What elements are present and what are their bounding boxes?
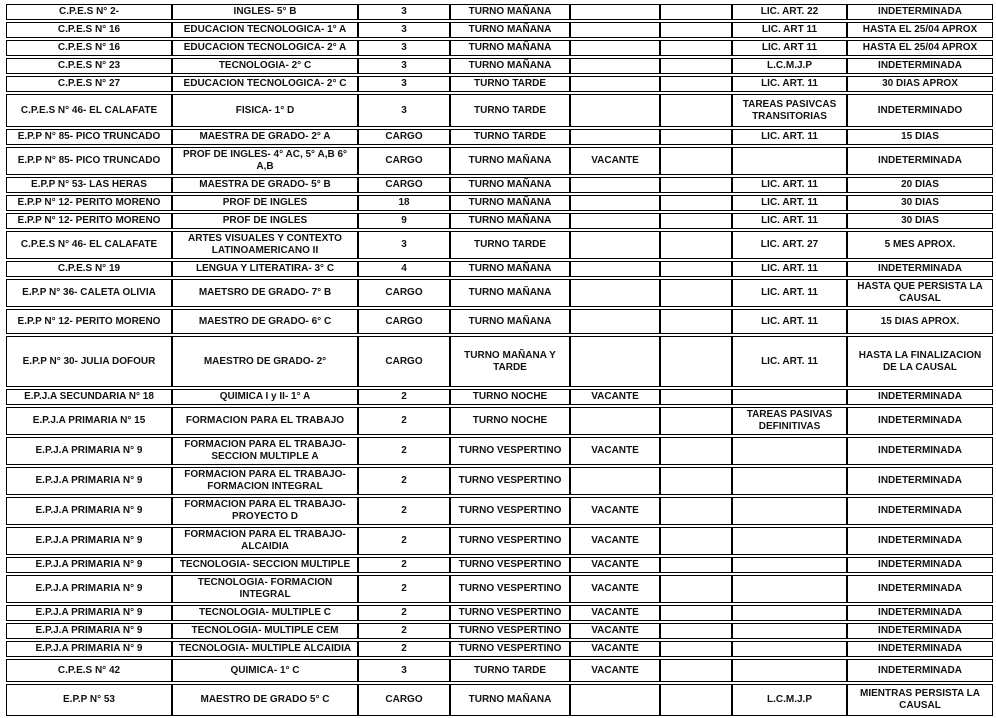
extra-cell [660,4,732,20]
table-row [6,575,993,603]
shift-cell: TURNO MAÑANA [450,279,570,307]
vacancy-cell: VACANTE [570,437,660,465]
hours-cell: 4 [358,261,450,277]
table-row [6,557,993,573]
license-cell [732,557,847,573]
position-cell: FORMACION PARA EL TRABAJO- FORMACION INTEGRAL [172,467,358,495]
extra-cell [660,437,732,465]
shift-cell: TURNO VESPERTINO [450,605,570,621]
duration-cell: INDETERMINADO [847,94,993,127]
duration-cell: INDETERMINADA [847,147,993,175]
duration-cell: 15 DIAS [847,129,993,145]
school-cell: E.P.P N° 12- PERITO MORENO [6,309,172,334]
extra-cell [660,641,732,657]
license-cell: LIC. ART. 27 [732,231,847,259]
license-cell: TAREAS PASIVAS DEFINITIVAS [732,407,847,435]
shift-cell: TURNO VESPERTINO [450,527,570,555]
duration-cell: INDETERMINADA [847,623,993,639]
school-cell: C.P.E.S N° 27 [6,76,172,92]
position-cell: QUIMICA- 1° C [172,659,358,682]
license-cell [732,575,847,603]
license-cell [732,623,847,639]
position-cell: FISICA- 1° D [172,94,358,127]
school-cell: E.P.P N° 85- PICO TRUNCADO [6,147,172,175]
hours-cell: 9 [358,213,450,229]
duration-cell: INDETERMINADA [847,261,993,277]
position-cell: PROF DE INGLES [172,195,358,211]
table-row [6,4,993,20]
license-cell: LIC. ART. 11 [732,213,847,229]
school-cell: E.P.J.A PRIMARIA N° 9 [6,623,172,639]
duration-cell: 20 DIAS [847,177,993,193]
position-cell: EDUCACION TECNOLOGICA- 2° C [172,76,358,92]
hours-cell: CARGO [358,177,450,193]
shift-cell: TURNO VESPERTINO [450,437,570,465]
hours-cell: 3 [358,40,450,56]
table-row [6,527,993,555]
shift-cell: TURNO TARDE [450,659,570,682]
shift-cell: TURNO MAÑANA [450,4,570,20]
school-cell: E.P.P N° 53- LAS HERAS [6,177,172,193]
shift-cell: TURNO MAÑANA [450,309,570,334]
shift-cell: TURNO VESPERTINO [450,623,570,639]
license-cell: LIC. ART 11 [732,22,847,38]
extra-cell [660,684,732,716]
extra-cell [660,389,732,405]
extra-cell [660,177,732,193]
school-cell: E.P.J.A PRIMARIA N° 9 [6,467,172,495]
license-cell: L.C.M.J.P [732,684,847,716]
table-row [6,261,993,277]
extra-cell [660,336,732,387]
table-row [6,231,993,259]
extra-cell [660,527,732,555]
hours-cell: 2 [358,575,450,603]
shift-cell: TURNO MAÑANA [450,22,570,38]
vacancy-cell: VACANTE [570,527,660,555]
extra-cell [660,279,732,307]
shift-cell: TURNO VESPERTINO [450,641,570,657]
duration-cell: INDETERMINADA [847,641,993,657]
vacancy-cell [570,231,660,259]
shift-cell: TURNO MAÑANA [450,147,570,175]
hours-cell: 3 [358,659,450,682]
position-cell: EDUCACION TECNOLOGICA- 1° A [172,22,358,38]
extra-cell [660,22,732,38]
position-cell: MAESTRA DE GRADO- 5° B [172,177,358,193]
license-cell: LIC. ART. 22 [732,4,847,20]
hours-cell: 3 [358,231,450,259]
staffing-table [6,2,993,718]
license-cell: TAREAS PASIVCAS TRANSITORIAS [732,94,847,127]
shift-cell: TURNO MAÑANA [450,177,570,193]
school-cell: E.P.J.A PRIMARIA N° 9 [6,437,172,465]
license-cell: LIC. ART 11 [732,40,847,56]
hours-cell: 2 [358,437,450,465]
vacancy-cell [570,279,660,307]
table-row [6,641,993,657]
extra-cell [660,605,732,621]
school-cell: C.P.E.S N° 42 [6,659,172,682]
table-row [6,497,993,525]
vacancy-cell [570,94,660,127]
table-row [6,177,993,193]
duration-cell: INDETERMINADA [847,437,993,465]
table-row [6,22,993,38]
hours-cell: CARGO [358,336,450,387]
vacancy-cell: VACANTE [570,497,660,525]
table-row [6,213,993,229]
table-row [6,336,993,387]
school-cell: C.P.E.S N° 46- EL CALAFATE [6,94,172,127]
duration-cell: INDETERMINADA [847,4,993,20]
vacancy-cell: VACANTE [570,557,660,573]
position-cell: TECNOLOGIA- MULTIPLE ALCAIDIA [172,641,358,657]
position-cell: TECNOLOGIA- SECCION MULTIPLE [172,557,358,573]
school-cell: E.P.J.A PRIMARIA N° 9 [6,557,172,573]
table-row [6,147,993,175]
vacancy-cell [570,129,660,145]
school-cell: E.P.P N° 36- CALETA OLIVIA [6,279,172,307]
table-row [6,309,993,334]
hours-cell: 2 [358,407,450,435]
vacancy-cell: VACANTE [570,147,660,175]
license-cell: LIC. ART. 11 [732,129,847,145]
hours-cell: 3 [358,94,450,127]
shift-cell: TURNO MAÑANA [450,684,570,716]
license-cell: LIC. ART. 11 [732,309,847,334]
vacancy-cell [570,177,660,193]
position-cell: FORMACION PARA EL TRABAJO- ALCAIDIA [172,527,358,555]
school-cell: E.P.P N° 12- PERITO MORENO [6,213,172,229]
extra-cell [660,94,732,127]
school-cell: C.P.E.S N° 2- [6,4,172,20]
license-cell [732,389,847,405]
vacancy-cell [570,407,660,435]
school-cell: E.P.P N° 30- JULIA DOFOUR [6,336,172,387]
duration-cell: INDETERMINADA [847,527,993,555]
shift-cell: TURNO MAÑANA [450,40,570,56]
shift-cell: TURNO VESPERTINO [450,557,570,573]
position-cell: PROF DE INGLES [172,213,358,229]
shift-cell: TURNO VESPERTINO [450,575,570,603]
extra-cell [660,497,732,525]
duration-cell: INDETERMINADA [847,659,993,682]
shift-cell: TURNO MAÑANA [450,195,570,211]
duration-cell: INDETERMINADA [847,497,993,525]
hours-cell: 3 [358,58,450,74]
hours-cell: 3 [358,76,450,92]
license-cell: LIC. ART. 11 [732,336,847,387]
hours-cell: 2 [358,623,450,639]
duration-cell: 30 DIAS APROX [847,76,993,92]
vacancy-cell [570,4,660,20]
hours-cell: 2 [358,497,450,525]
position-cell: PROF DE INGLES- 4° AC, 5° A,B 6° A,B [172,147,358,175]
school-cell: E.P.J.A PRIMARIA N° 9 [6,641,172,657]
table-row [6,94,993,127]
position-cell: EDUCACION TECNOLOGICA- 2° A [172,40,358,56]
duration-cell: HASTA LA FINALIZACION DE LA CAUSAL [847,336,993,387]
table-row [6,195,993,211]
extra-cell [660,147,732,175]
license-cell: LIC. ART. 11 [732,76,847,92]
shift-cell: TURNO VESPERTINO [450,497,570,525]
position-cell: TECNOLOGIA- 2° C [172,58,358,74]
hours-cell: 2 [358,641,450,657]
table-row [6,58,993,74]
vacancy-cell: VACANTE [570,605,660,621]
school-cell: E.P.P N° 12- PERITO MORENO [6,195,172,211]
license-cell [732,605,847,621]
duration-cell: INDETERMINADA [847,389,993,405]
shift-cell: TURNO NOCHE [450,407,570,435]
duration-cell: 30 DIAS [847,213,993,229]
school-cell: E.P.J.A PRIMARIA N° 9 [6,575,172,603]
hours-cell: 2 [358,527,450,555]
shift-cell: TURNO MAÑANA [450,213,570,229]
duration-cell: INDETERMINADA [847,557,993,573]
extra-cell [660,58,732,74]
hours-cell: 3 [358,4,450,20]
table-row [6,684,993,716]
table-row [6,605,993,621]
table-row [6,76,993,92]
position-cell: QUIMICA I y II- 1° A [172,389,358,405]
vacancy-cell: VACANTE [570,389,660,405]
school-cell: C.P.E.S N° 16 [6,22,172,38]
hours-cell: 2 [358,467,450,495]
school-cell: E.P.P N° 53 [6,684,172,716]
school-cell: E.P.J.A PRIMARIA N° 15 [6,407,172,435]
duration-cell: INDETERMINADA [847,605,993,621]
position-cell: ARTES VISUALES Y CONTEXTO LATINOAMERICANO II [172,231,358,259]
table-row [6,407,993,435]
shift-cell: TURNO MAÑANA [450,58,570,74]
duration-cell: 5 MES APROX. [847,231,993,259]
position-cell: MAESTRO DE GRADO- 2° [172,336,358,387]
table-row [6,467,993,495]
school-cell: E.P.J.A PRIMARIA N° 9 [6,497,172,525]
school-cell: C.P.E.S N° 23 [6,58,172,74]
position-cell: TECNOLOGIA- MULTIPLE C [172,605,358,621]
license-cell: LIC. ART. 11 [732,177,847,193]
extra-cell [660,659,732,682]
vacancy-cell [570,76,660,92]
school-cell: C.P.E.S N° 19 [6,261,172,277]
license-cell: L.C.M.J.P [732,58,847,74]
position-cell: LENGUA Y LITERATIRA- 3° C [172,261,358,277]
extra-cell [660,195,732,211]
extra-cell [660,261,732,277]
position-cell: INGLES- 5° B [172,4,358,20]
license-cell [732,147,847,175]
shift-cell: TURNO VESPERTINO [450,467,570,495]
license-cell [732,497,847,525]
shift-cell: TURNO TARDE [450,231,570,259]
position-cell: TECNOLOGIA- FORMACION INTEGRAL [172,575,358,603]
hours-cell: CARGO [358,129,450,145]
table-row [6,389,993,405]
extra-cell [660,557,732,573]
extra-cell [660,467,732,495]
shift-cell: TURNO MAÑANA [450,261,570,277]
position-cell: FORMACION PARA EL TRABAJO [172,407,358,435]
shift-cell: TURNO TARDE [450,129,570,145]
license-cell [732,659,847,682]
school-cell: E.P.J.A PRIMARIA N° 9 [6,527,172,555]
vacancy-cell [570,309,660,334]
hours-cell: CARGO [358,279,450,307]
shift-cell: TURNO NOCHE [450,389,570,405]
duration-cell: MIENTRAS PERSISTA LA CAUSAL [847,684,993,716]
school-cell: C.P.E.S N° 16 [6,40,172,56]
table-row [6,279,993,307]
vacancy-cell [570,40,660,56]
table-row [6,623,993,639]
license-cell [732,527,847,555]
duration-cell: INDETERMINADA [847,575,993,603]
license-cell [732,467,847,495]
vacancy-cell [570,22,660,38]
hours-cell: CARGO [358,684,450,716]
extra-cell [660,309,732,334]
position-cell: FORMACION PARA EL TRABAJO- SECCION MULTIPLE A [172,437,358,465]
duration-cell: INDETERMINADA [847,407,993,435]
duration-cell: INDETERMINADA [847,58,993,74]
school-cell: E.P.J.A PRIMARIA N° 9 [6,605,172,621]
school-cell: C.P.E.S N° 46- EL CALAFATE [6,231,172,259]
school-cell: E.P.P N° 85- PICO TRUNCADO [6,129,172,145]
position-cell: MAESTRO DE GRADO- 6° C [172,309,358,334]
duration-cell: 15 DIAS APROX. [847,309,993,334]
vacancy-cell: VACANTE [570,575,660,603]
extra-cell [660,40,732,56]
extra-cell [660,407,732,435]
school-cell: E.P.J.A SECUNDARIA N° 18 [6,389,172,405]
extra-cell [660,76,732,92]
shift-cell: TURNO TARDE [450,94,570,127]
extra-cell [660,575,732,603]
shift-cell: TURNO TARDE [450,76,570,92]
license-cell: LIC. ART. 11 [732,195,847,211]
shift-cell: TURNO MAÑANA Y TARDE [450,336,570,387]
duration-cell: HASTA EL 25/04 APROX [847,40,993,56]
table-row [6,659,993,682]
hours-cell: 2 [358,605,450,621]
position-cell: TECNOLOGIA- MULTIPLE CEM [172,623,358,639]
hours-cell: 2 [358,557,450,573]
duration-cell: HASTA EL 25/04 APROX [847,22,993,38]
vacancy-cell [570,684,660,716]
vacancy-cell [570,467,660,495]
position-cell: MAESTRA DE GRADO- 2° A [172,129,358,145]
vacancy-cell: VACANTE [570,623,660,639]
hours-cell: 2 [358,389,450,405]
staffing-table-body [6,4,993,716]
hours-cell: 18 [358,195,450,211]
vacancy-cell [570,336,660,387]
license-cell: LIC. ART. 11 [732,261,847,277]
vacancy-cell [570,261,660,277]
extra-cell [660,213,732,229]
duration-cell: INDETERMINADA [847,467,993,495]
vacancy-cell: VACANTE [570,659,660,682]
vacancy-cell [570,213,660,229]
duration-cell: 30 DIAS [847,195,993,211]
vacancy-cell: VACANTE [570,641,660,657]
table-row [6,437,993,465]
position-cell: FORMACION PARA EL TRABAJO- PROYECTO D [172,497,358,525]
license-cell [732,437,847,465]
position-cell: MAESTRO DE GRADO 5° C [172,684,358,716]
duration-cell: HASTA QUE PERSISTA LA CAUSAL [847,279,993,307]
vacancy-cell [570,58,660,74]
extra-cell [660,231,732,259]
vacancy-cell [570,195,660,211]
table-row [6,129,993,145]
license-cell [732,641,847,657]
table-row [6,40,993,56]
hours-cell: 3 [358,22,450,38]
hours-cell: CARGO [358,309,450,334]
hours-cell: CARGO [358,147,450,175]
extra-cell [660,129,732,145]
extra-cell [660,623,732,639]
position-cell: MAETSRO DE GRADO- 7° B [172,279,358,307]
license-cell: LIC. ART. 11 [732,279,847,307]
